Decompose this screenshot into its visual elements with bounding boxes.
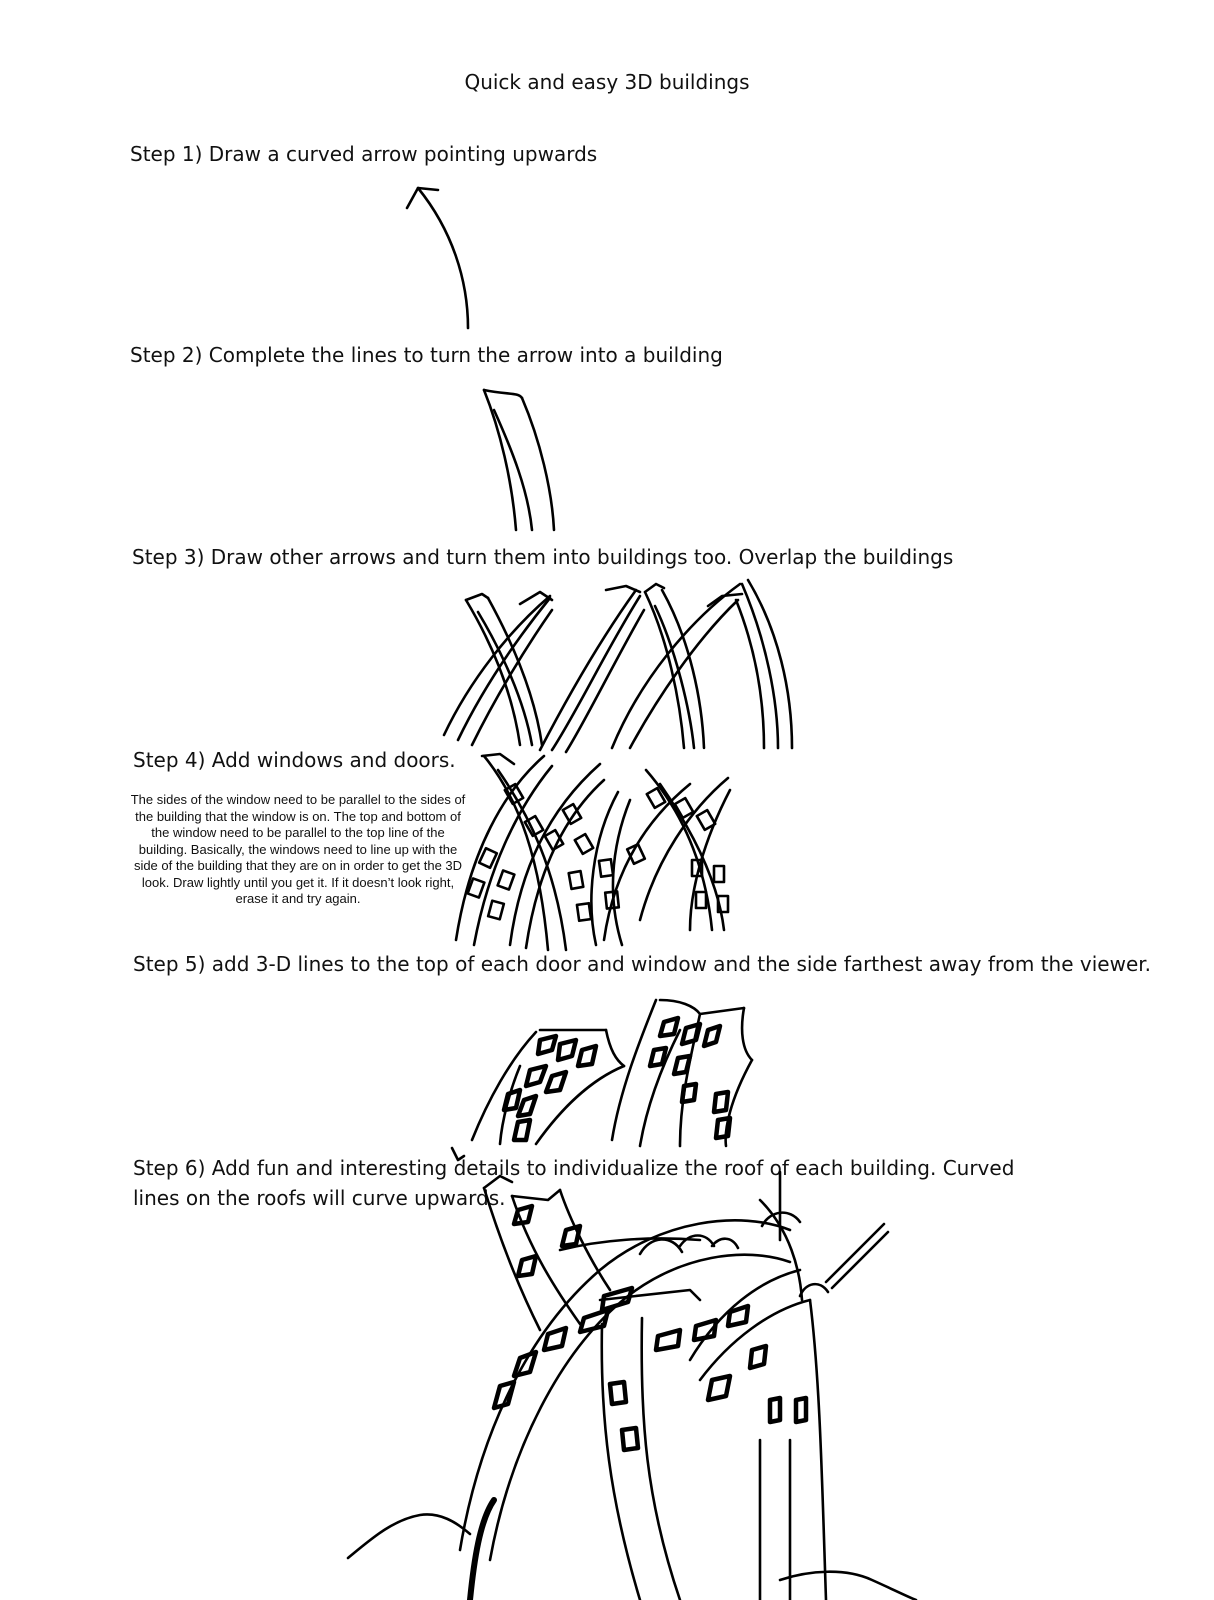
step-2-heading: Step 2) Complete the lines to turn the arrow into a building bbox=[130, 343, 723, 367]
step-5-heading: Step 5) add 3-D lines to the top of each door and window and the side farthest away from the viewer. bbox=[133, 952, 1151, 976]
step-6-heading: Step 6) Add fun and interesting details to individualize the roof of each building. Curved lines on the roofs will curve upwards. bbox=[133, 1156, 1015, 1210]
step-4-instructions: The sides of the window need to be parallel to the sides of the building that the window is on. The top and bottom of the window need to be parallel to the top line of the building. Basically, the windows need to line up with the side of the building that they are on in order to get the 3D look. Draw lightly until you get it. If it doesn’t look right, erase it and try again. bbox=[130, 792, 466, 906]
step-1-heading: Step 1) Draw a curved arrow pointing upwards bbox=[130, 142, 598, 166]
step-3-heading: Step 3) Draw other arrows and turn them into buildings too. Overlap the buildings bbox=[132, 545, 954, 569]
page-title: Quick and easy 3D buildings bbox=[464, 70, 750, 94]
step-4-heading: Step 4) Add windows and doors. bbox=[133, 748, 456, 772]
